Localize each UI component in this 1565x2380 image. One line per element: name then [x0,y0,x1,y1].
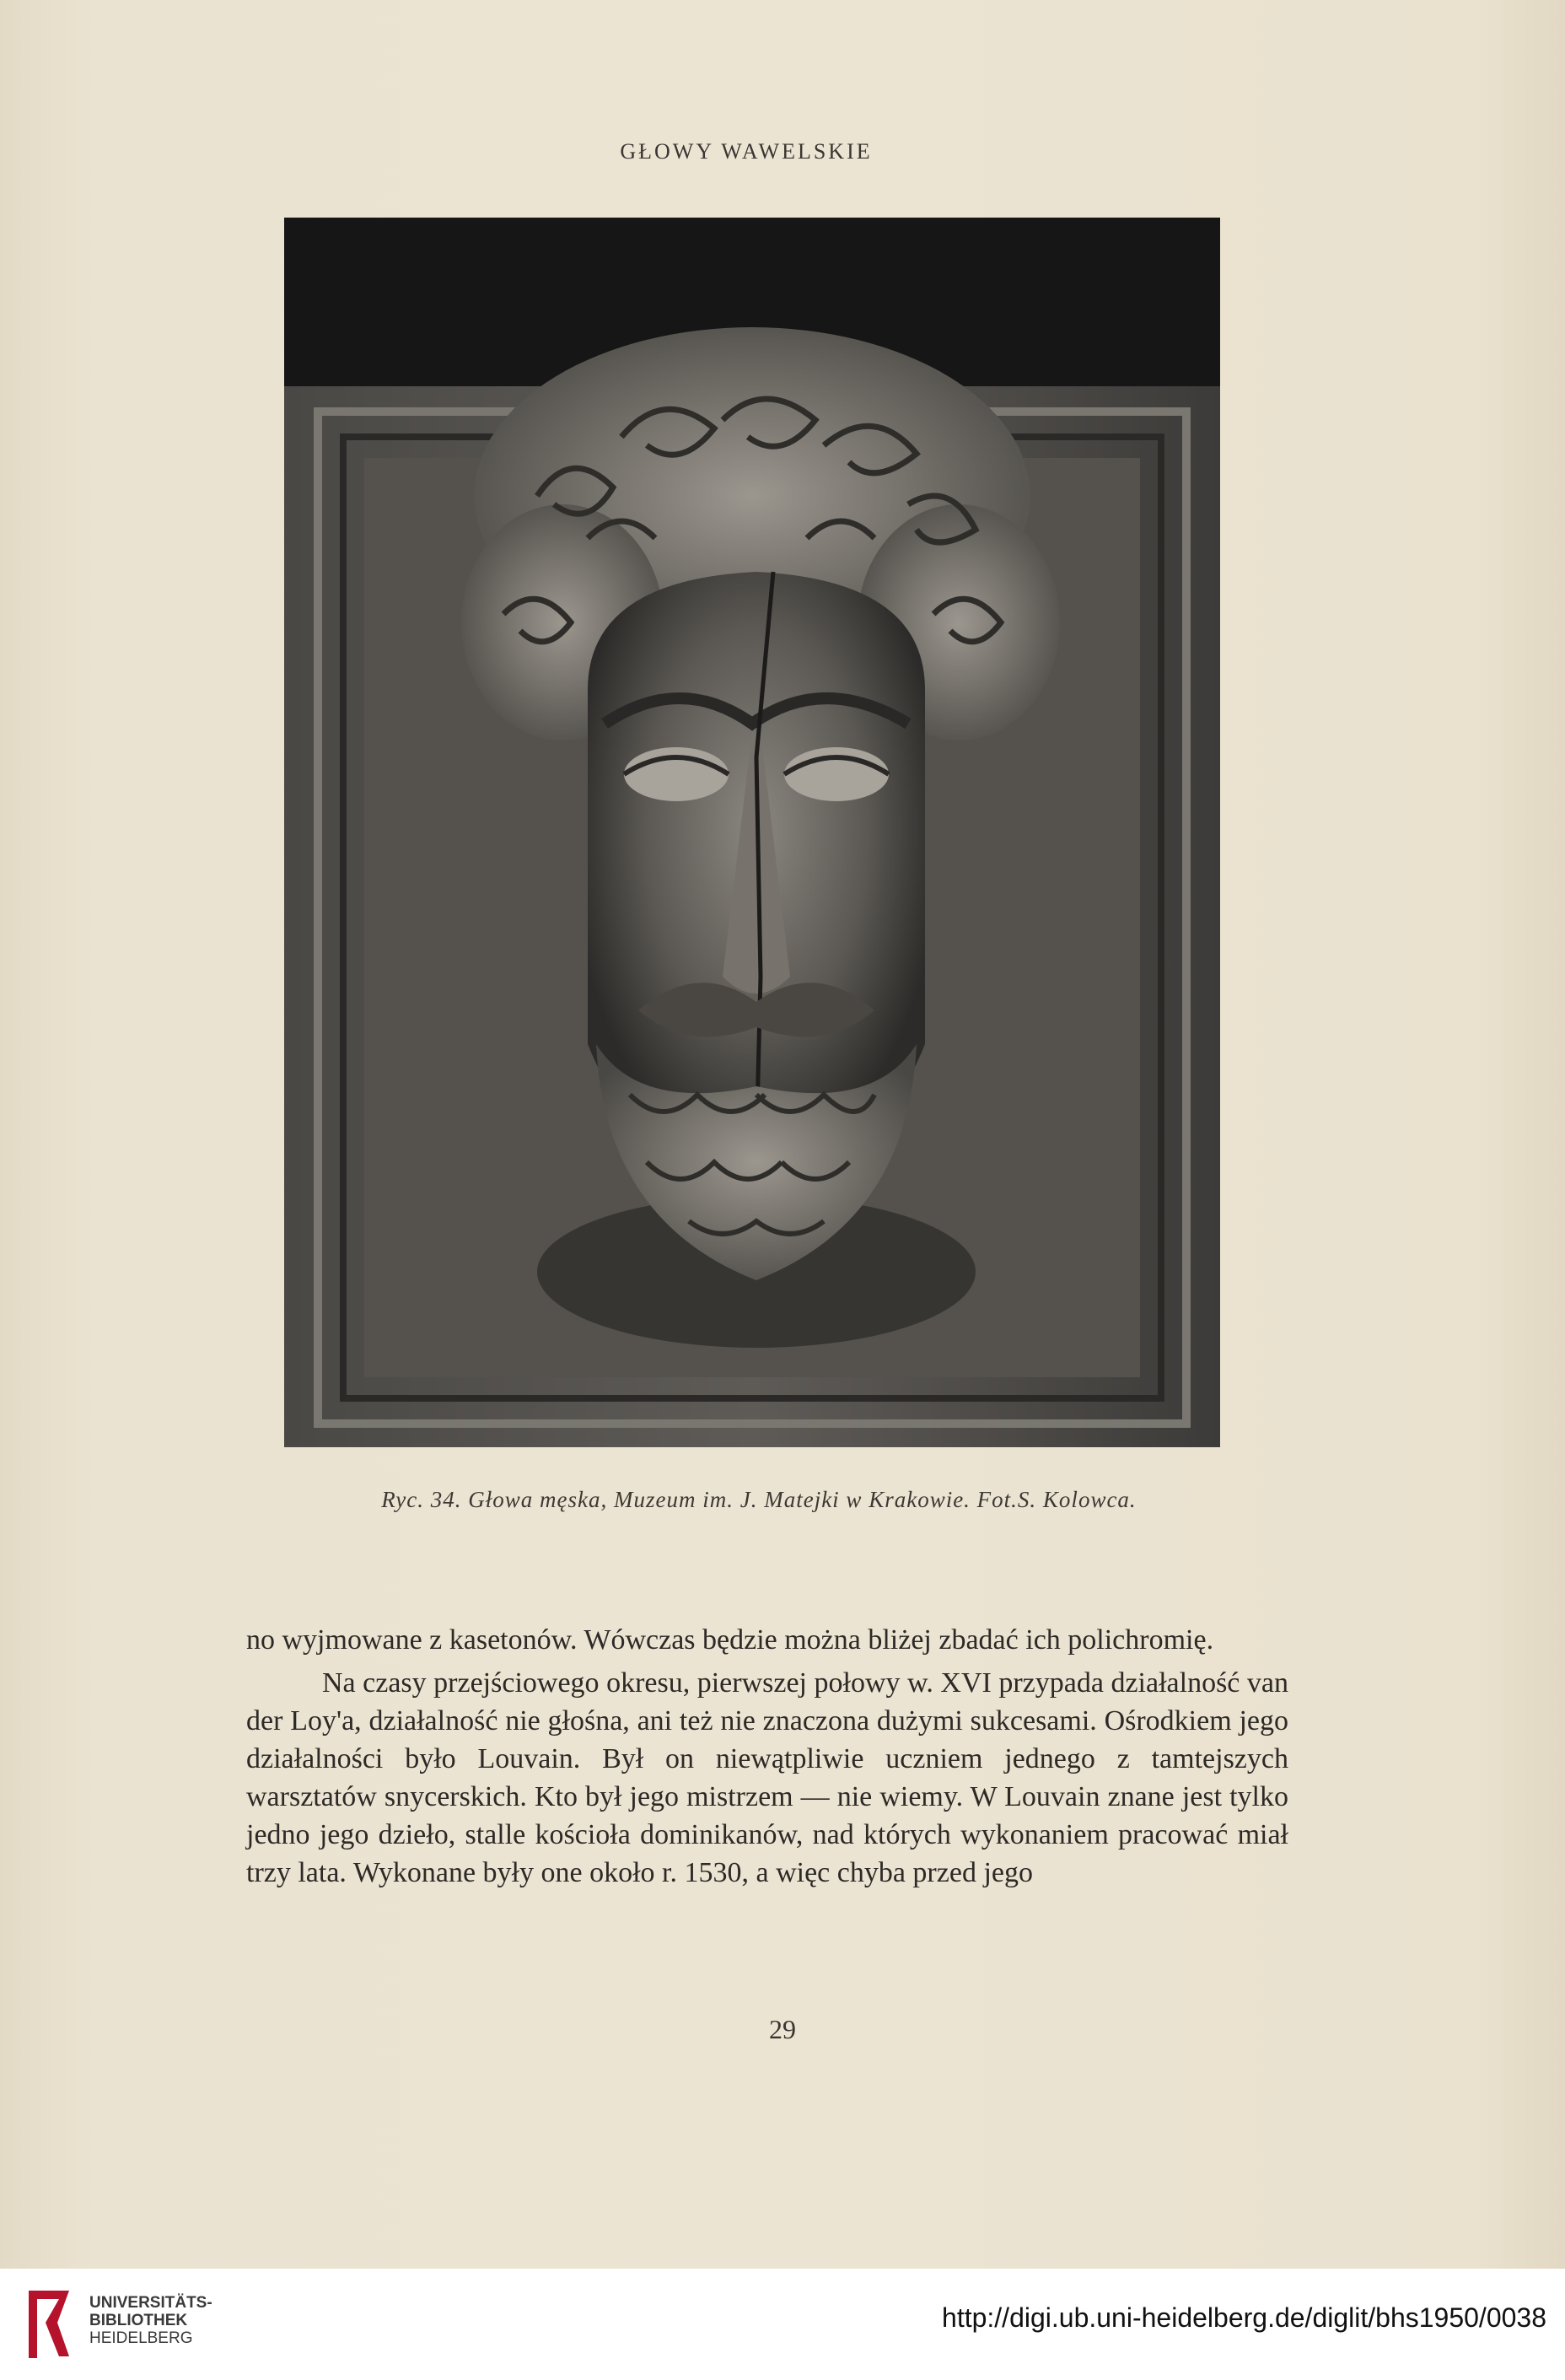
source-url-link[interactable]: http://digi.ub.uni-heidelberg.de/diglit/bhs1950/0038 [942,2302,1546,2333]
figure-photograph [284,218,1220,1447]
paragraph: no wyjmowane z kasetonów. Wówczas będzie można bliżej zbadać ich polichromię. [246,1624,1214,1656]
library-line-1: UNIVERSITÄTS- [89,2294,212,2312]
library-logo-icon [25,2286,78,2361]
figure-caption: Ryc. 34. Głowa męska, Muzeum im. J. Matejki w Krakowie. Fot.S. Kolowca. [381,1487,1137,1512]
page-number: 29 [769,2014,796,2044]
library-line-3: HEIDELBERG [89,2329,193,2347]
library-line-2: BIBLIOTHEK [89,2312,188,2329]
paragraph: Na czasy przejściowego okresu, pierwszej połowy w. XVI przypada działalność van der Loy'a, działalność nie głośna, ani też nie znaczona dużymi sukcesami. Ośrodkiem jego działalności było Louvain. Był on niewątpliwie uczniem jednego z tamtejszych warsztatów snycerskich. Kto był jego mistrzem — nie wiemy. W Louvain znane jest tylko jedno jego dzieło, stalle kościoła dominikanów, nad których wykonaniem pracować miał trzy lata. Wykonane były one około r. 1530, a więc chyba przed jego [246,1667,1288,1888]
footer-bar [0,2269,1565,2380]
running-head: GŁOWY WAWELSKIE [620,139,873,164]
body-text [246,1621,1288,1892]
library-name [89,2294,212,2347]
